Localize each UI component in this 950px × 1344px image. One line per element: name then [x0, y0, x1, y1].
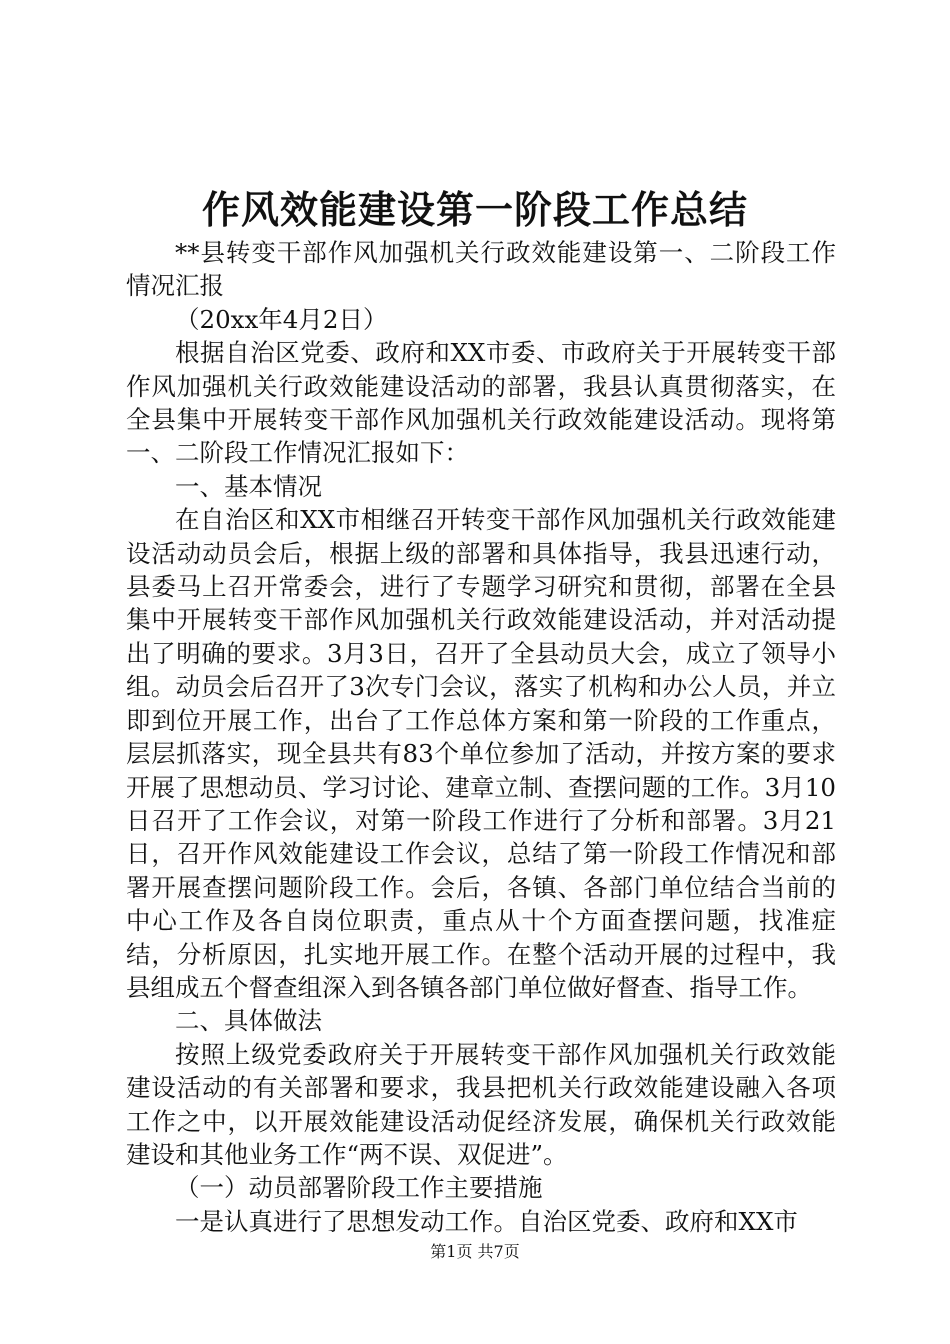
intro-paragraph: 根据自治区党委、政府和XX市委、市政府关于开展转变干部作风加强机关行政效能建设活动的部署，我县认真贯彻落实，在全县集中开展转变干部作风加强机关行政效能建设活动。现将第一、二阶段工作情况汇报如下：	[126, 338, 836, 468]
mobilization-paragraph: 一是认真进行了思想发动工作。自治区党委、政府和XX市	[175, 1206, 798, 1236]
document-title: 作风效能建设第一阶段工作总结	[201, 187, 748, 232]
subsection-heading-mobilization: （一）动员部署阶段工作主要措施	[175, 1173, 543, 1203]
basic-situation-paragraph: 在自治区和XX市相继召开转变干部作风加强机关行政效能建设活动动员会后，根据上级的部署和具体指导，我县迅速行动，县委马上召开常委会，进行了专题学习研究和贯彻，部署在全县集中开展转变干部作风加强机关行政效能建设活动，并对活动提出了明确的要求。3月3日，召开了全县动员大会，成立了领导小组。动员会后召开了3次专门会议，落实了机构和办公人员，并立即到位开展工作，出台了工作总体方案和第一阶段的工作重点，层层抓落实，现全县共有83个单位参加了活动，并按方案的要求开展了思想动员、学习讨论、建章立制、查摆问题的工作。3月10日召开了工作会议，对第一阶段工作进行了分析和部署。3月21日，召开作风效能建设工作会议，总结了第一阶段工作情况和部署开展查摆问题阶段工作。会后，各镇、各部门单位结合当前的中心工作及各自岗位职责，重点从十个方面查摆问题，找准症结，分析原因，扎实地开展工作。在整个活动开展的过程中，我县组成五个督查组深入到各镇各部门单位做好督查、指导工作。	[126, 505, 836, 1002]
methods-paragraph: 按照上级党委政府关于开展转变干部作风加强机关行政效能建设活动的有关部署和要求，我县把机关行政效能建设融入各项工作之中，以开展效能建设活动促经济发展，确保机关行政效能建设和其他业务工作“两不误、双促进”。	[126, 1039, 836, 1169]
document-body	[126, 236, 836, 1238]
subtitle-paragraph: **县转变干部作风加强机关行政效能建设第一、二阶段工作情况汇报	[126, 238, 836, 301]
date-line: （20xx年4月2日）	[175, 304, 388, 334]
section-heading-basic: 一、基本情况	[175, 471, 322, 501]
page-number-footer: 第1页 共7页	[430, 1242, 520, 1261]
section-heading-methods: 二、具体做法	[175, 1006, 322, 1036]
